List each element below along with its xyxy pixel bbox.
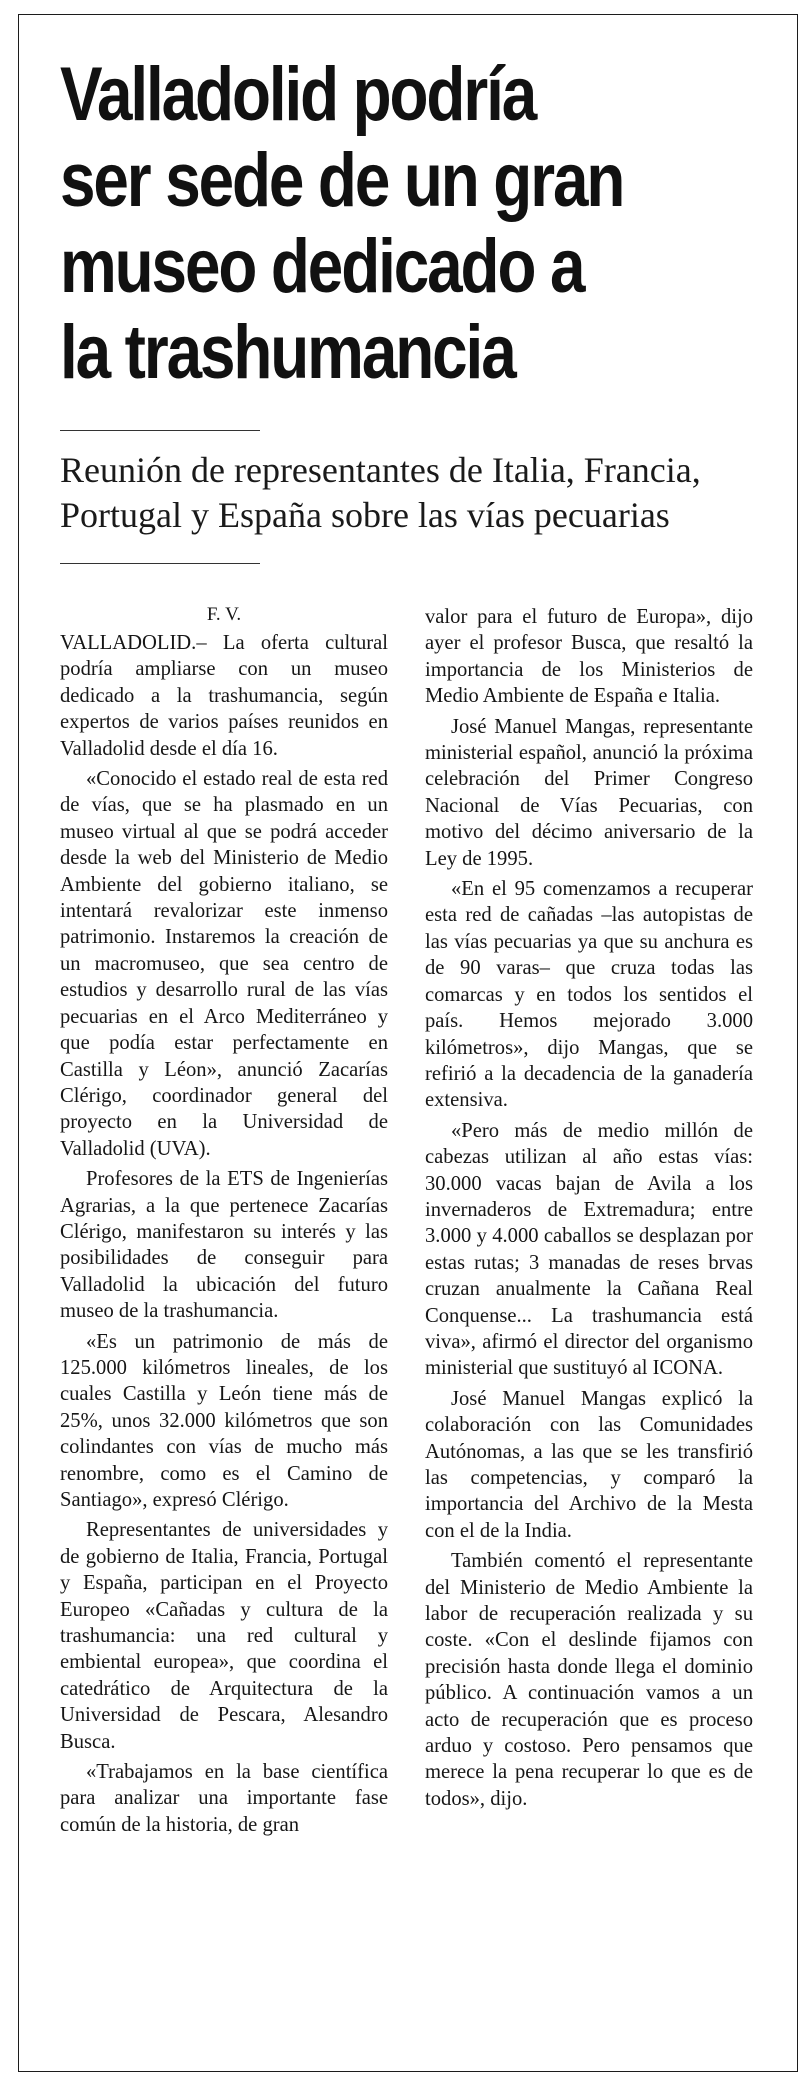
article-column-2 [425,604,753,1816]
paragraph: «Trabajamos en la base científica para analizar una importante fase común de la historia, de gran [60,1761,388,1836]
byline: F. V. [206,604,242,625]
divider-rule [60,563,260,564]
paragraph: VALLADOLID.– La oferta cultural podría ampliarse con un museo dedicado a la trashumancia, según expertos de varios países reunidos en Valladolid desde el día 16. [60,632,388,760]
paragraph: José Manuel Mangas explicó la colaboración con las Comunidades Autónomas, a las que se les transfirió las competencias, y comparó la importancia del Archivo de la Mesta con el de la India. [425,1387,753,1542]
paragraph: «Conocido el estado real de esta red de vías, que se ha plasmado en un museo virtual al que se podrá acceder desde la web del Ministerio de Medio Ambiente del gobierno italiano, se intentará revalorizar este inmenso patrimonio. Instaremos la creación de un macromuseo, que sea centro de estudios y desarrollo rural de las vías pecuarias en el Arco Mediterráneo y que podía estar perfectamente en Castilla y Léon», anunció Zacarías Clérigo, coordinador general del proyecto en la Universidad de Valladolid (UVA). [60,768,388,1160]
article-column-1 [60,604,388,1842]
paragraph: Representantes de universidades y de gobierno de Italia, Francia, Portugal y España, participan en el Proyecto Europeo «Cañadas y cultura de la trashumancia: una red cultural y embiental europea», que coordina el catedrático de Arquitectura de la Universidad de Pescara, Alesandro Busca. [60,1519,388,1753]
paragraph: valor para el futuro de Europa», dijo ayer el profesor Busca, que resaltó la importancia de los Ministerios de Medio Ambiente de España e Italia. [425,606,753,708]
headline-text: Valladolid podría ser sede de un gran museo dedicado a la trashumancia [60,52,624,395]
paragraph: José Manuel Mangas, representante ministerial español, anunció la próxima celebración del Primer Congreso Nacional de Vías Pecuarias, con motivo del décimo aniversario de la Ley de 1995. [425,715,753,870]
headline [60,52,665,396]
paragraph: Profesores de la ETS de Ingenierías Agrarias, a la que pertenece Zacarías Clérigo, manifestaron su interés y las posibilidades de conseguir para Valladolid la ubicación del futuro museo de la trashumancia. [60,1168,388,1323]
divider-rule [60,430,260,431]
subheadline: Reunión de representantes de Italia, Francia, Portugal y España sobre las vías pecuarias [60,450,701,535]
paragraph: «Es un patrimonio de más de 125.000 kilómetros lineales, de los cuales Castilla y León tiene más de 25%, unos 32.000 kilómetros que son colindantes con vías de mucho más renombre, como es el Camino de Santiago», expresó Clérigo. [60,1330,388,1511]
paragraph: «En el 95 comenzamos a recuperar esta red de cañadas –las autopistas de las vías pecuarias ya que su anchura es de 90 varas– que cruza todas las comarcas y en todos los sentidos el país. Hemos mejorado 3.000 kilómetros», dijo Mangas, que se refirió a la decadencia de la ganadería extensiva. [425,878,753,1112]
paragraph: También comentó el representante del Ministerio de Medio Ambiente la labor de recuperación realizada y su coste. «Con el deslinde fijamos con precisión hasta donde llega el dominio público. A continuación vamos a un acto de recuperación que es proceso arduo y costoso. Pero pensamos que merece la pena recuperar lo que es de todos», dijo. [425,1550,753,1810]
paragraph: «Pero más de medio millón de cabezas utilizan al año estas vías: 30.000 vacas bajan de Avila a los invernaderos de Extremadura; entre 3.000 y 4.000 caballos se desplazan por estas rutas; 3 manadas de reses brvas cruzan anualmente la Cañana Real Conquense... La trashumancia está viva», afirmó el director del organismo ministerial que sustituyó al ICONA. [425,1119,753,1380]
